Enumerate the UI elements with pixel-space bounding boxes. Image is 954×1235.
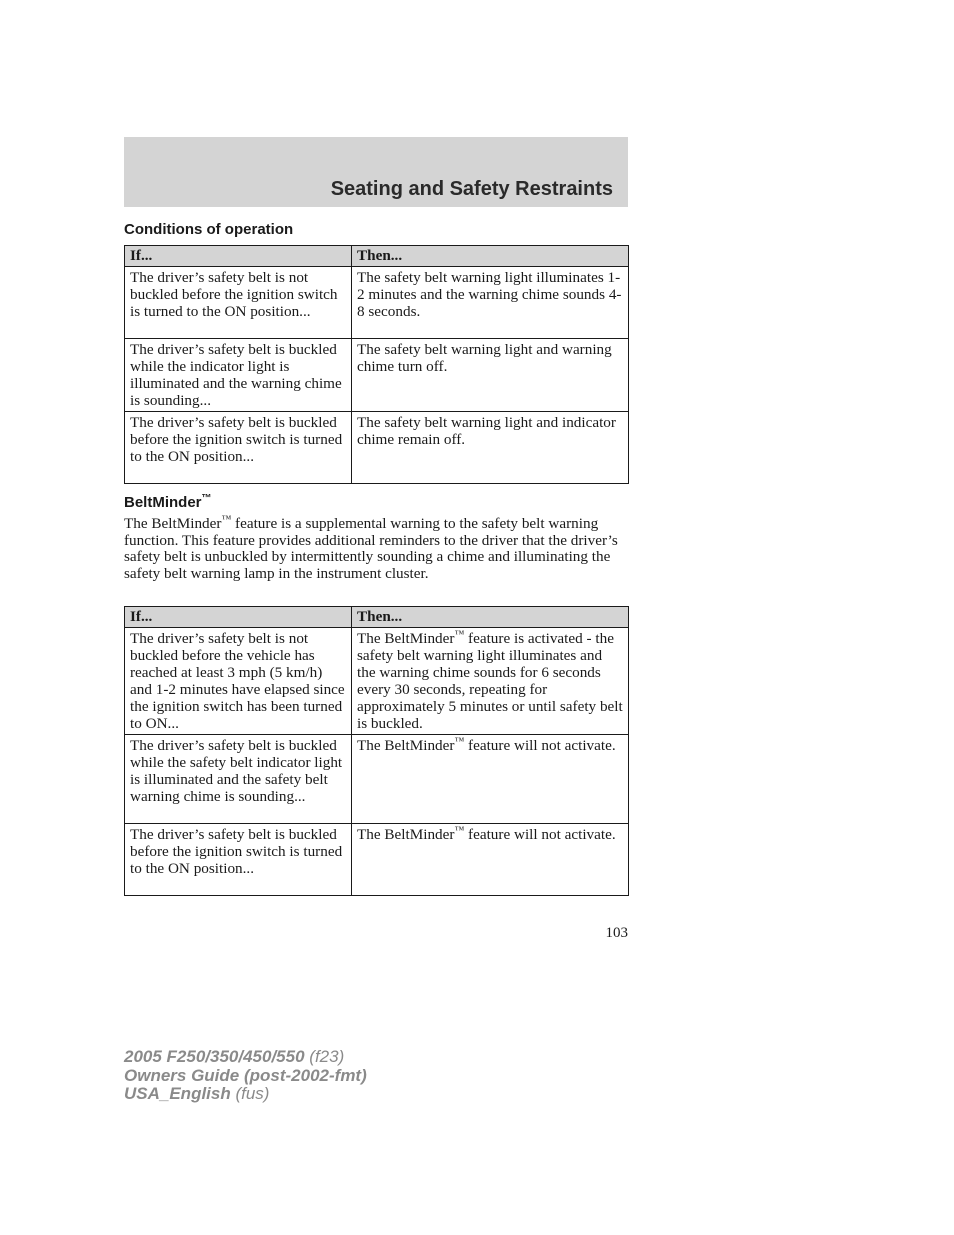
table-row xyxy=(125,824,629,896)
cell-if: The driver’s safety belt is buckled before the ignition switch is turned to the ON position... xyxy=(125,824,352,896)
footer-line-3 xyxy=(124,1085,367,1104)
trademark-symbol: ™ xyxy=(454,628,465,640)
cell-then: The safety belt warning light illuminates 1-2 minutes and the warning chime sounds 4-8 seconds. xyxy=(352,267,629,339)
trademark-symbol: ™ xyxy=(454,824,465,836)
cell-text: feature will not activate. xyxy=(464,737,616,754)
footer-language: USA_English xyxy=(124,1084,231,1103)
table-row xyxy=(125,267,629,339)
footer-line-2: Owners Guide (post-2002-fmt) xyxy=(124,1065,367,1085)
header-band xyxy=(124,137,628,207)
table-header-row xyxy=(125,607,629,628)
beltminder-heading-text: BeltMinder xyxy=(124,494,202,511)
beltminder-table xyxy=(124,606,629,896)
table-row xyxy=(125,412,629,484)
cell-then: The safety belt warning light and warning chime turn off. xyxy=(352,339,629,412)
cell-text: The BeltMinder xyxy=(357,737,455,754)
beltminder-description xyxy=(124,513,624,583)
cell-then: The safety belt warning light and indicator chime remain off. xyxy=(352,412,629,484)
cell-text: feature will not activate. xyxy=(464,826,616,843)
para-text: feature is a supplemental warning to the safety belt warning function. This feature provides additional reminders to the driver that the driver’s safety belt is unbuckled by intermittently sounding a chime and illuminating the safety belt warning lamp in the instrument cluster. xyxy=(124,515,618,583)
cell-if: The driver’s safety belt is buckled before the ignition switch is turned to the ON position... xyxy=(125,412,352,484)
header-then: Then... xyxy=(352,607,629,628)
cell-text: The BeltMinder xyxy=(357,826,455,843)
para-text: The BeltMinder xyxy=(124,515,222,532)
trademark-symbol: ™ xyxy=(221,513,232,525)
header-if: If... xyxy=(125,246,352,267)
beltminder-heading xyxy=(124,494,212,511)
conditions-table xyxy=(124,245,629,484)
conditions-heading: Conditions of operation xyxy=(124,221,294,238)
page-number: 103 xyxy=(605,925,628,941)
document-footer xyxy=(124,1048,367,1104)
table-header-row xyxy=(125,246,629,267)
cell-then xyxy=(352,735,629,824)
header-then: Then... xyxy=(352,246,629,267)
header-if: If... xyxy=(125,607,352,628)
footer-model: 2005 F250/350/450/550 xyxy=(124,1047,305,1066)
page-title: Seating and Safety Restraints xyxy=(330,178,613,200)
table-row xyxy=(125,339,629,412)
cell-if: The driver’s safety belt is buckled while the safety belt indicator light is illuminated and the safety belt warning chime is sounding... xyxy=(125,735,352,824)
footer-language-code: (fus) xyxy=(230,1084,270,1103)
cell-text: The BeltMinder xyxy=(357,630,455,647)
table-row xyxy=(125,735,629,824)
cell-if: The driver’s safety belt is buckled while the indicator light is illuminated and the warning chime is sounding... xyxy=(125,339,352,412)
cell-if: The driver’s safety belt is not buckled before the vehicle has reached at least 3 mph (5 km/h) and 1-2 minutes have elapsed since the ignition switch has been turned to ON... xyxy=(125,628,352,735)
cell-if: The driver’s safety belt is not buckled before the ignition switch is turned to the ON position... xyxy=(125,267,352,339)
trademark-symbol: ™ xyxy=(201,493,212,504)
cell-then xyxy=(352,628,629,735)
table-row xyxy=(125,628,629,735)
cell-text: feature is activated - the safety belt warning light illuminates and the warning chime sounds for 6 seconds every 30 seconds, repeating for approximately 5 minutes or until safety belt is buckled. xyxy=(357,630,623,732)
footer-code: (f23) xyxy=(304,1047,345,1066)
footer-line-1 xyxy=(124,1048,367,1067)
cell-then xyxy=(352,824,629,896)
trademark-symbol: ™ xyxy=(454,735,465,747)
